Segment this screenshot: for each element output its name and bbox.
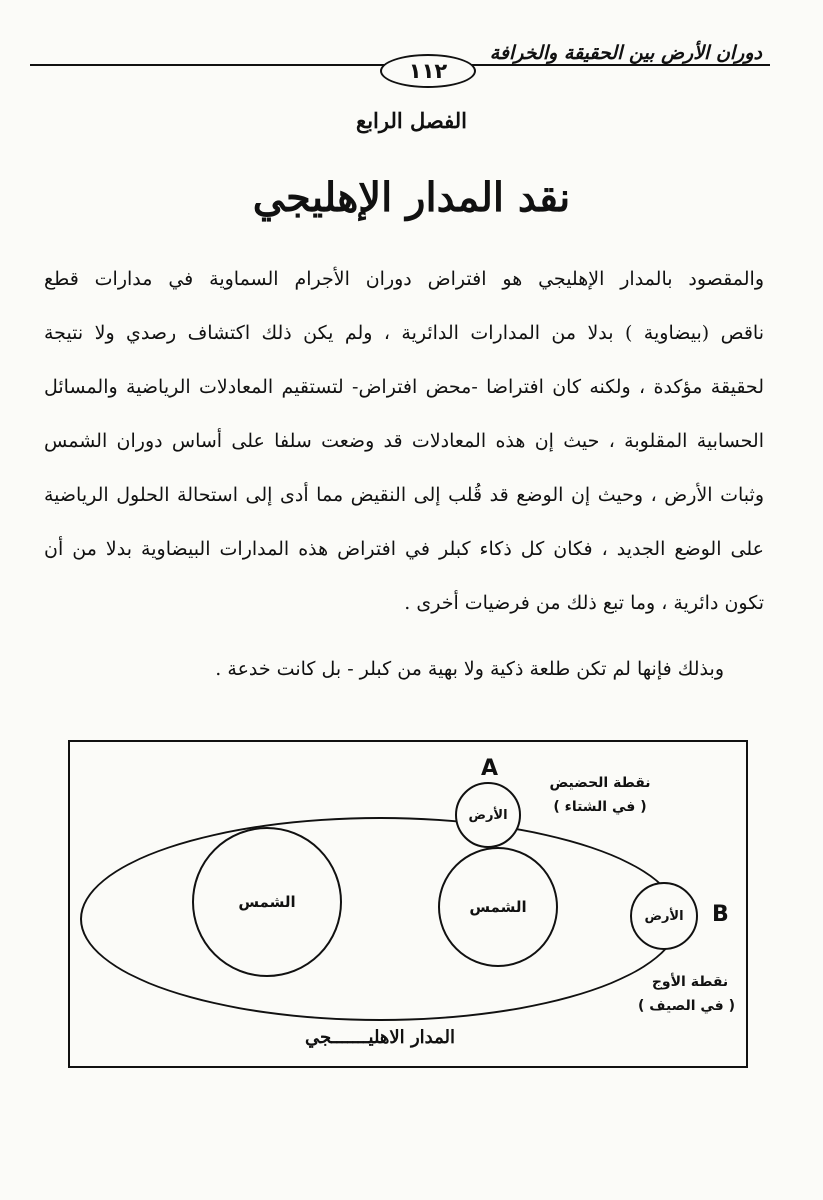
point-b-label: B bbox=[712, 902, 729, 927]
closing-line: وبذلك فإنها لم تكن طلعة ذكية ولا بهية من كبلر - بل كانت خدعة . bbox=[215, 658, 724, 680]
paragraph-line: الحسابية المقلوبة ، حيث إن هذه المعادلات قد وضعت سلفا على أساس دوران الشمس bbox=[44, 430, 764, 452]
earth-at-perigee bbox=[455, 782, 521, 848]
paragraph-line: على الوضع الجديد ، فكان كل ذكاء كبلر في افتراض هذه المدارات البيضاوية بدلا من أن bbox=[44, 538, 764, 560]
sun-label: الشمس bbox=[238, 893, 296, 911]
apogee-label: نقطة الأوج bbox=[651, 974, 729, 990]
perigee-season: ( في الشتاء ) bbox=[553, 799, 647, 815]
sun-empty-focus bbox=[192, 827, 342, 977]
orbit-ellipse bbox=[80, 817, 680, 1021]
paragraph-line: تكون دائرية ، وما تبع ذلك من فرضيات أخرى . bbox=[404, 592, 764, 614]
chapter-label: الفصل الرابع bbox=[356, 108, 467, 133]
earth-label: الأرض bbox=[644, 908, 684, 924]
page-title: نقد المدار الإهليجي bbox=[252, 174, 571, 221]
running-header bbox=[30, 40, 770, 83]
paragraph-line: والمقصود بالمدار الإهليجي هو افتراض دوران الأجرام السماوية في مدارات قطع bbox=[44, 268, 764, 290]
paragraph-line: لحقيقة مؤكدة ، ولكنه كان افتراضا -محض افتراض- لتستقيم المعادلات الرياضية والمسائل bbox=[44, 376, 764, 398]
body-text bbox=[44, 252, 764, 696]
book-title: دوران الأرض بين الحقيقة والخرافة bbox=[489, 42, 762, 64]
sun-label: الشمس bbox=[469, 898, 527, 916]
point-a-label: A bbox=[481, 756, 499, 781]
earth-label: الأرض bbox=[468, 807, 508, 823]
elliptical-orbit-diagram bbox=[68, 740, 748, 1068]
apogee-season: ( في الصيف ) bbox=[638, 998, 735, 1014]
sun-focus bbox=[438, 847, 558, 967]
paragraph-line: ناقص (بيضاوية ) بدلا من المدارات الدائرية ، ولم يكن ذلك اكتشاف رصدي ولا نتيجة bbox=[44, 322, 764, 344]
paragraph-line: وثبات الأرض ، وحيث إن الوضع قد قُلب إلى النقيض مما أدى إلى استحالة الحلول الرياضية bbox=[44, 484, 764, 506]
perigee-label: نقطة الحضيض bbox=[549, 775, 651, 791]
diagram-caption: المدار الاهليـــــــجي bbox=[305, 1027, 455, 1048]
earth-at-apogee bbox=[630, 882, 698, 950]
page-number: ١١٢ bbox=[380, 54, 476, 88]
